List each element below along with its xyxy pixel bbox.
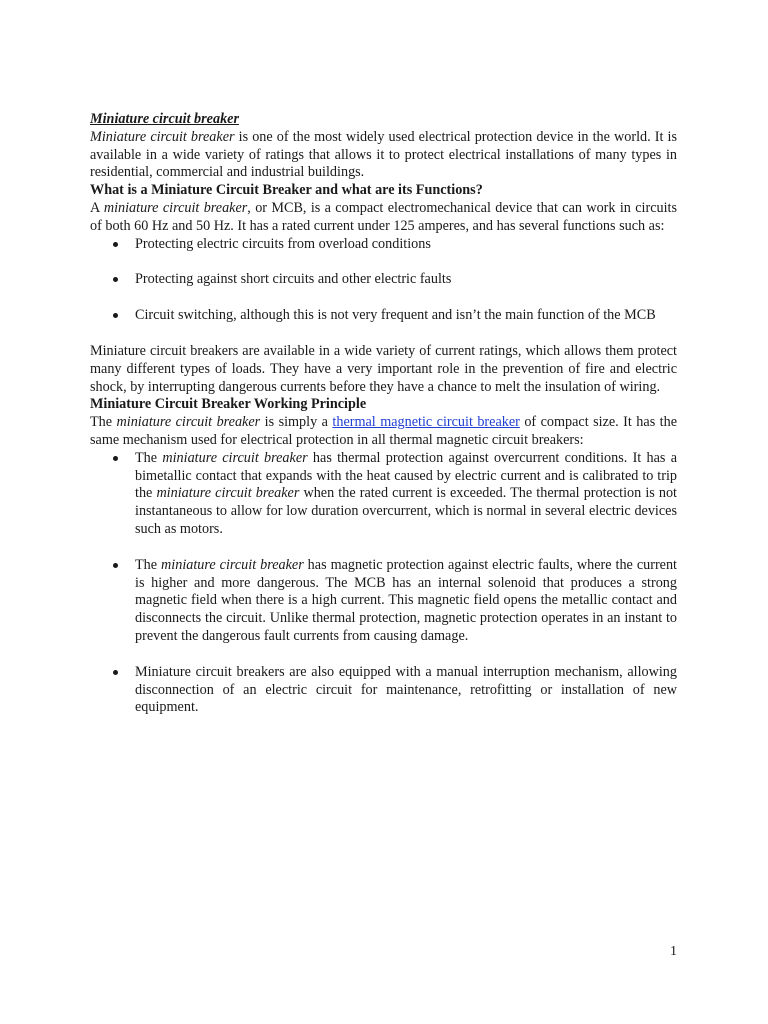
text-run: The — [90, 414, 117, 431]
principle-paragraph — [90, 414, 677, 450]
text-run: The — [135, 556, 162, 573]
intro-text: is one of the most widely used electrical protection device in the world. It is available in a wide variety of ratings that allows it to protect electrical installations of many types in residential, commercial and industrial buildings. — [90, 128, 677, 181]
bullet-icon — [113, 277, 118, 282]
document-title: Miniature circuit breaker — [90, 111, 239, 127]
list-item-text: Protecting against short circuits and other electric faults — [135, 271, 452, 288]
bullet-icon — [113, 563, 118, 568]
principles-list — [90, 450, 677, 717]
text-run: when the rated current is exceeded. The thermal protection is not instantaneous to allow for low duration overcurrent, which is normal in several electric devices such as motors. — [135, 485, 678, 537]
heading-working-principle: Miniature Circuit Breaker Working Principle — [90, 396, 367, 413]
heading-functions: What is a Miniature Circuit Breaker and what are its Functions? — [90, 182, 483, 199]
mcb-term: miniature circuit breaker — [161, 556, 304, 573]
ratings-paragraph: Miniature circuit breakers are available in a wide variety of current ratings, which allows them protect many different types of loads. They have a very important role in the prevention of fire and electric shock, by interrupting dangerous currents before they have a chance to melt the insulation of wiring. — [90, 342, 677, 395]
document-body — [90, 111, 677, 717]
list-item — [90, 307, 677, 325]
mcb-term: miniature circuit breaker — [162, 449, 308, 466]
functions-list — [90, 236, 677, 325]
text-run: of compact size. It has the same mechanism used for electrical protection in all thermal magnetic circuit breakers: — [90, 414, 678, 448]
bullet-icon — [113, 242, 118, 247]
list-item-text: Circuit switching, although this is not very frequent and isn’t the main function of the MCB — [135, 307, 656, 324]
text-run: has thermal protection against overcurrent conditions. It has a bimetallic contact that expands with the heat caused by electric current and is calibrated to trip the — [135, 449, 678, 502]
text-run: A — [90, 199, 104, 216]
intro-term: Miniature circuit breaker — [90, 128, 235, 145]
list-item — [90, 271, 677, 289]
list-item — [90, 664, 677, 717]
list-item — [90, 450, 677, 539]
list-item-text: Protecting electric circuits from overload conditions — [135, 235, 431, 252]
intro-paragraph — [90, 129, 677, 182]
bullet-icon — [113, 670, 118, 675]
functions-text: , or MCB, is a compact electromechanical device that can work in circuits of both 60 Hz and 50 Hz. It has a rated current under 125 amperes, and has several functions such as: — [90, 199, 677, 234]
bullet-icon — [113, 456, 118, 461]
page-number: 1 — [670, 944, 677, 959]
text-run: is simply a — [260, 414, 333, 431]
mcb-term: miniature circuit breaker — [103, 199, 248, 216]
text-run: has magnetic protection against electric faults, where the current is higher and more dangerous. The MCB has an internal solenoid that produces a strong magnetic field when there is a high current. This magnetic field opens the metallic contact and disconnects the circuit. Unlike thermal protection, magnetic protection operates in an instant to prevent the dangerous fault currents from causing damage. — [135, 556, 677, 644]
mcb-term: miniature circuit breaker — [116, 414, 261, 431]
list-item — [90, 236, 677, 254]
list-item — [90, 557, 677, 646]
functions-paragraph — [90, 200, 677, 236]
text-run: The — [135, 449, 163, 466]
thermal-magnetic-link[interactable]: thermal magnetic circuit breaker — [332, 414, 520, 431]
bullet-icon — [113, 313, 118, 318]
mcb-term: miniature circuit breaker — [156, 485, 300, 502]
list-item-text: Miniature circuit breakers are also equipped with a manual interruption mechanism, allowing disconnection of an electric circuit for maintenance, retrofitting or installation of new equipment. — [135, 663, 677, 716]
